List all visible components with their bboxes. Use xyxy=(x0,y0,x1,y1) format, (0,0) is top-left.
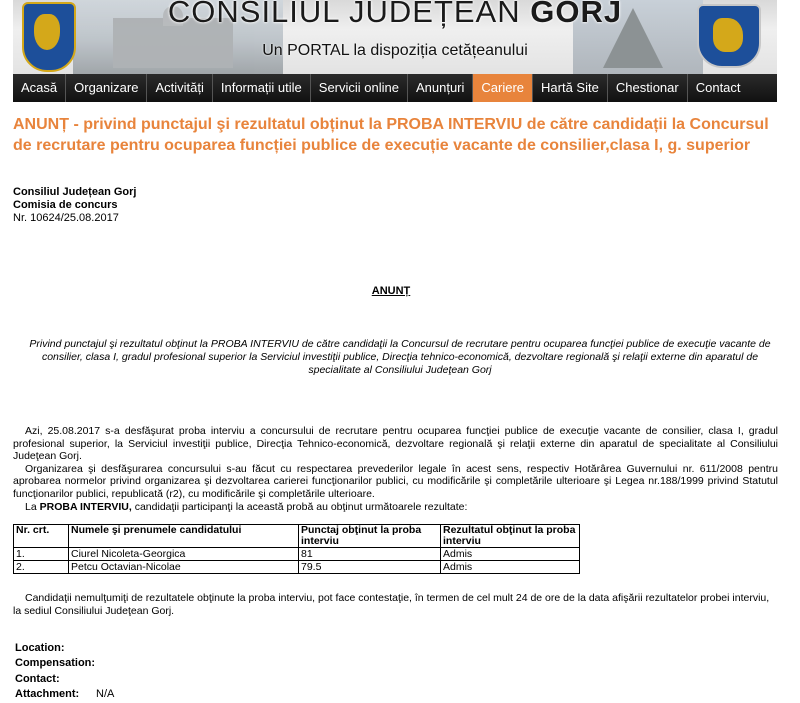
cell-nr: 2. xyxy=(14,561,69,574)
cell-result: Admis xyxy=(441,548,580,561)
table-header-row xyxy=(14,525,580,548)
closing-paragraph: Candidaţii nemulţumiţi de rezultatele obţinute la proba interviu, pot face contestaţie, în termen de cel mult 24 de ore de la data afişării rezultatelor probei interviu, la sediul Consiliului Judeţean Gorj. xyxy=(13,592,770,617)
site-banner xyxy=(13,0,777,74)
body-paragraph-3 xyxy=(13,501,778,514)
meta-contact xyxy=(15,672,114,687)
job-meta xyxy=(15,641,114,703)
page-title: ANUNȚ - privind punctajul şi rezultatul obținut la PROBA INTERVIU de către candidații la Concursul de recrutare pentru ocuparea funcției publice de execuție vacante de consilier,clasa I, g. superior xyxy=(13,116,769,154)
col-header-name: Numele şi prenumele candidatului xyxy=(69,525,299,548)
table-row xyxy=(14,548,580,561)
body-paragraph-2: Organizarea şi desfăşurarea concursului s-au făcut cu respectarea prevederilor legale în acest sens, respectiv Hotărârea Guvernului nr. 611/2008 pentru aprobarea normelor privind organizarea şi dezvoltarea carierei funcţionarilor publici, cu modificările şi completările ulterioare şi Legea nr.188/1999 privind Statutul funcţionarilor publici, republicată (r2), cu modificările şi completările ulterioare. xyxy=(13,462,778,500)
body-p3-suffix: candidaţii participanţi la această probă au obţinut următoarele rezultate: xyxy=(131,500,468,513)
announcement-body xyxy=(13,425,778,513)
site-title-county: GORJ xyxy=(530,0,623,29)
cell-result: Admis xyxy=(441,561,580,574)
col-header-score: Punctaj obţinut la proba interviu xyxy=(299,525,441,548)
meta-compensation xyxy=(15,656,114,671)
site-title-main: CONSILIUL JUDEȚEAN xyxy=(167,0,531,29)
nav-item-informatii-utile[interactable]: Informații utile xyxy=(213,74,311,102)
org-name: Consiliul Județean Gorj xyxy=(13,186,137,198)
nav-item-organizare[interactable]: Organizare xyxy=(66,74,147,102)
nav-item-cariere[interactable]: Cariere xyxy=(473,74,533,102)
cell-score: 81 xyxy=(299,548,441,561)
nav-item-activitati[interactable]: Activități xyxy=(147,74,212,102)
body-p3-bold: PROBA INTERVIU, xyxy=(39,500,132,513)
document-number: Nr. 10624/25.08.2017 xyxy=(13,212,119,224)
col-header-result: Rezultatul obţinut la proba interviu xyxy=(441,525,580,548)
col-header-nr: Nr. crt. xyxy=(14,525,69,548)
table-row xyxy=(14,561,580,574)
nav-item-anunturi[interactable]: Anunțuri xyxy=(408,74,473,102)
cell-name: Petcu Octavian-Nicolae xyxy=(69,561,299,574)
body-paragraph-1: Azi, 25.08.2017 s-a desfăşurat proba interviu a concursului de recrutare pentru ocuparea funcţiei publice de execuţie vacante de consilier, clasa I, gradul profesional superior, la Serviciul investiţii publice, Direcţia Tehnico-economică, dezvoltare regională şi relaţii externe din aparatul de specialitate al Consiliului Judeţean Gorj. xyxy=(13,425,778,463)
nav-item-contact[interactable]: Contact xyxy=(695,80,741,95)
announcement-heading: ANUNȚ xyxy=(371,285,411,297)
results-table xyxy=(13,524,580,574)
gorj-county-coat-of-arms-icon[interactable] xyxy=(697,4,761,68)
main-navigation xyxy=(13,74,777,102)
cell-name: Ciurel Nicoleta-Georgica xyxy=(69,548,299,561)
org-block xyxy=(13,186,136,225)
nav-item-servicii-online[interactable]: Servicii online xyxy=(311,74,408,102)
meta-contact-label: Contact: xyxy=(15,672,60,685)
committee-name: Comisia de concurs xyxy=(13,199,118,211)
meta-location-label: Location: xyxy=(15,642,65,654)
meta-attachment-label: Attachment: xyxy=(15,688,80,701)
romania-coat-of-arms-icon[interactable] xyxy=(22,2,76,72)
meta-attachment-value: N/A xyxy=(96,688,115,701)
announcement-intro: Privind punctajul şi rezultatul obţinut la PROBA INTERVIU de către candidaţii la Concursul de recrutare pentru ocuparea funcţiei publice de execuţie vacante de consilier, clasa I, gradul profesional superior la Serviciul investiţii publice, Direcţia tehnico-economică, dezvoltare regională şi relaţii externe din aparatul de specialitate al Consiliului Judeţean Gorj xyxy=(29,338,771,376)
meta-attachment xyxy=(15,687,114,702)
site-subtitle: Un PORTAL la dispoziția cetățeanului xyxy=(262,42,528,59)
meta-compensation-label: Compensation: xyxy=(15,657,96,670)
nav-item-chestionar[interactable]: Chestionar xyxy=(608,74,688,102)
body-p3-prefix: La xyxy=(25,500,40,513)
cell-nr: 1. xyxy=(14,548,69,561)
site-title xyxy=(13,0,777,30)
nav-item-acasa[interactable]: Acasă xyxy=(13,74,66,102)
nav-item-harta-site[interactable]: Hartă Site xyxy=(533,74,608,102)
meta-location xyxy=(15,641,114,656)
cell-score: 79.5 xyxy=(299,561,441,574)
